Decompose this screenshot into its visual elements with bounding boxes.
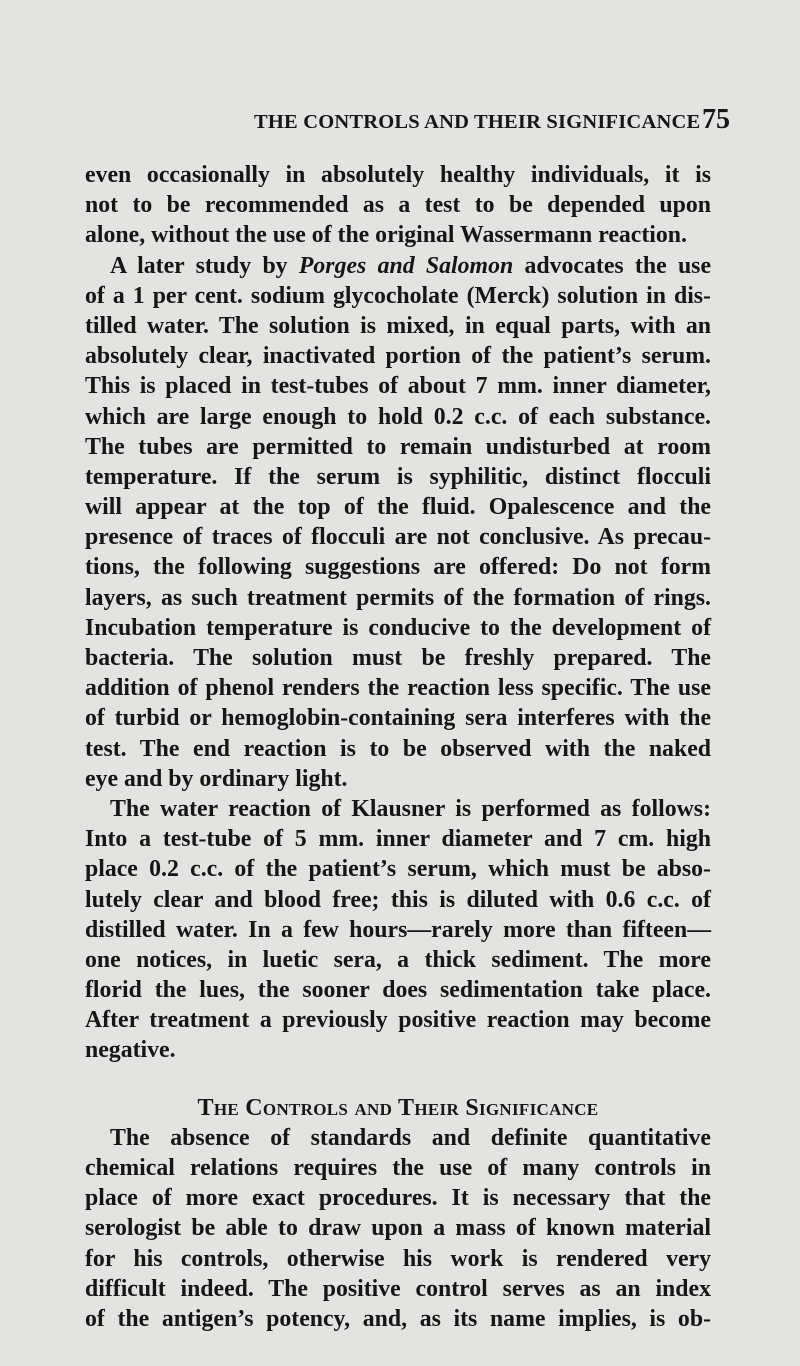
text-line: temperature. If the serum is syphilitic, distinct flocculi bbox=[85, 463, 711, 490]
text-line: The water reaction of Klausner is performed as follows: bbox=[110, 795, 711, 822]
text-span: advocates the use bbox=[513, 252, 712, 279]
text-line: test. The end reaction is to be observed with the naked bbox=[85, 735, 711, 762]
text-line: chemical relations requires the use of many controls in bbox=[85, 1155, 711, 1181]
text-line: place 0.2 c.c. of the patient’s serum, which must be abso- bbox=[85, 856, 711, 883]
text-line: The absence of standards and definite quantitative bbox=[110, 1124, 711, 1151]
text-line: This is placed in test-tubes of about 7 mm. inner diameter, bbox=[85, 373, 711, 400]
page-number: 75 bbox=[702, 104, 730, 135]
text-line: layers, as such treatment permits of the formation of rings. bbox=[85, 584, 711, 611]
text-line: After treatment a previously positive reaction may become bbox=[85, 1007, 711, 1034]
text-line: The tubes are permitted to remain undisturbed at room bbox=[85, 433, 711, 460]
text-line: absolutely clear, inactivated portion of the patient’s serum. bbox=[85, 343, 711, 370]
text-line: negative. bbox=[85, 1037, 176, 1064]
text-line: distilled water. In a few hours—rarely more than fifteen— bbox=[85, 916, 711, 943]
text-line: lutely clear and blood free; this is diluted with 0.6 c.c. of bbox=[85, 886, 711, 913]
text-line: of turbid or hemoglobin-containing sera interferes with the bbox=[85, 705, 711, 732]
text-line: presence of traces of flocculi are not conclusive. As precau- bbox=[85, 524, 711, 551]
text-line: will appear at the top of the fluid. Opalescence and the bbox=[85, 494, 711, 521]
text-line: bacteria. The solution must be freshly prepared. The bbox=[85, 645, 711, 671]
text-line: difficult indeed. The positive control serves as an index bbox=[85, 1275, 711, 1302]
text-line: place of more exact procedures. It is necessary that the bbox=[85, 1185, 711, 1212]
text-line: eye and by ordinary light. bbox=[85, 765, 348, 792]
text-line: tions, the following suggestions are offered: Do not form bbox=[85, 554, 711, 581]
text-line: not to be recommended as a test to be depended upon bbox=[85, 192, 711, 219]
text-line: florid the lues, the sooner does sedimentation take place. bbox=[85, 977, 711, 1004]
running-head: THE CONTROLS AND THEIR SIGNIFICANCE bbox=[254, 111, 701, 133]
text-span: A later study by bbox=[110, 252, 299, 279]
text-line: serologist be able to draw upon a mass of known material bbox=[85, 1215, 711, 1242]
text-line: alone, without the use of the original Wassermann reaction. bbox=[85, 222, 687, 249]
text-line: even occasionally in absolutely healthy individuals, it is bbox=[85, 162, 711, 188]
text-line: of a 1 per cent. sodium glycocholate (Merck) solution in dis- bbox=[85, 282, 711, 309]
text-line: one notices, in luetic sera, a thick sediment. The more bbox=[85, 946, 711, 973]
text-line: addition of phenol renders the reaction less specific. The use bbox=[85, 675, 711, 702]
author-names: Porges and Salomon bbox=[298, 252, 514, 279]
body-text bbox=[85, 160, 711, 1334]
text-line: which are large enough to hold 0.2 c.c. of each substance. bbox=[85, 403, 711, 430]
text-line: for his controls, otherwise his work is rendered very bbox=[85, 1245, 711, 1272]
text-line: of the antigen’s potency, and, as its name implies, is ob- bbox=[85, 1305, 711, 1332]
text-line: Incubation temperature is conducive to the development of bbox=[85, 614, 711, 641]
section-heading: The Controls and Their Significance bbox=[197, 1094, 599, 1121]
text-line: Into a test-tube of 5 mm. inner diameter and 7 cm. high bbox=[85, 826, 711, 853]
text-line bbox=[85, 251, 711, 281]
spacer bbox=[85, 1066, 711, 1093]
text-line: tilled water. The solution is mixed, in equal parts, with an bbox=[85, 312, 711, 339]
